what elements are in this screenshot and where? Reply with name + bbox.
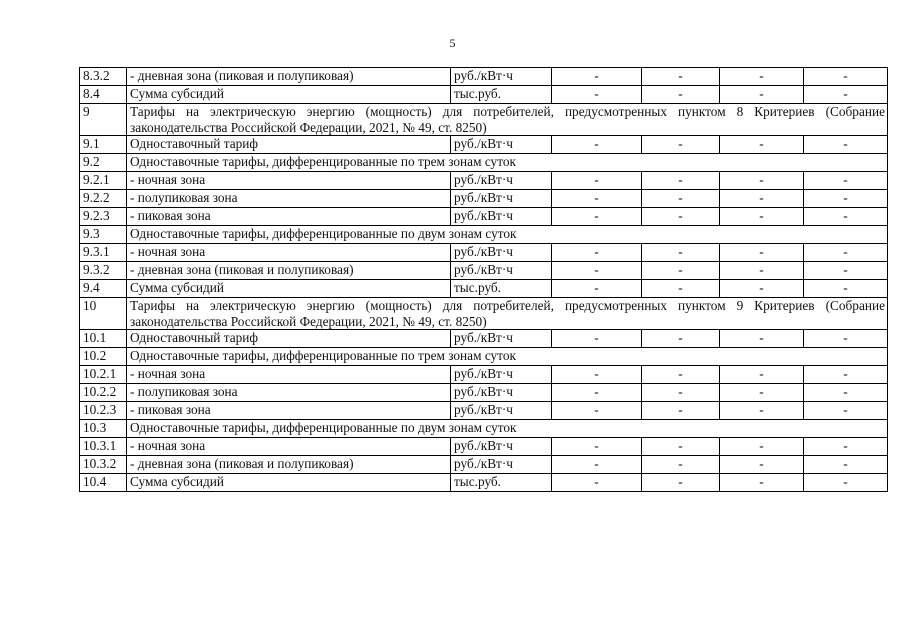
value-cell: - [804, 384, 888, 402]
row-unit: руб./кВт·ч [451, 68, 552, 86]
value-cell: - [720, 280, 804, 298]
table-row [80, 384, 888, 402]
row-label: - полупиковая зона [127, 384, 451, 402]
value-cell: - [804, 280, 888, 298]
value-cell: - [720, 190, 804, 208]
value-cell: - [720, 244, 804, 262]
value-cell: - [552, 280, 642, 298]
value-cell: - [804, 402, 888, 420]
row-number: 9.2.1 [80, 172, 127, 190]
row-number: 10.2.2 [80, 384, 127, 402]
value-cell: - [804, 208, 888, 226]
row-unit: руб./кВт·ч [451, 402, 552, 420]
value-cell: - [552, 474, 642, 492]
row-label: Одноставочный тариф [127, 136, 451, 154]
row-number: 9.3 [80, 226, 127, 244]
value-cell: - [804, 136, 888, 154]
row-unit: тыс.руб. [451, 474, 552, 492]
value-cell: - [552, 384, 642, 402]
row-unit: руб./кВт·ч [451, 384, 552, 402]
value-cell: - [720, 402, 804, 420]
value-cell: - [642, 68, 720, 86]
row-number: 9.3.2 [80, 262, 127, 280]
value-cell: - [642, 366, 720, 384]
table-row [80, 136, 888, 154]
row-unit: руб./кВт·ч [451, 438, 552, 456]
value-cell: - [552, 456, 642, 474]
value-cell: - [642, 402, 720, 420]
row-label: Сумма субсидий [127, 474, 451, 492]
value-cell: - [642, 384, 720, 402]
section-title: Одноставочные тарифы, дифференцированные по трем зонам суток [127, 154, 888, 172]
section-title: Одноставочные тарифы, дифференцированные по трем зонам суток [127, 348, 888, 366]
row-number: 10.3 [80, 420, 127, 438]
value-cell: - [642, 244, 720, 262]
value-cell: - [804, 438, 888, 456]
value-cell: - [720, 172, 804, 190]
value-cell: - [642, 262, 720, 280]
row-label: - пиковая зона [127, 208, 451, 226]
tariff-table-body [80, 68, 888, 492]
value-cell: - [720, 208, 804, 226]
value-cell: - [720, 68, 804, 86]
value-cell: - [804, 68, 888, 86]
value-cell: - [720, 262, 804, 280]
row-number: 9.2.2 [80, 190, 127, 208]
value-cell: - [642, 280, 720, 298]
value-cell: - [552, 366, 642, 384]
table-row [80, 208, 888, 226]
row-number: 9.2 [80, 154, 127, 172]
row-unit: руб./кВт·ч [451, 456, 552, 474]
row-number: 9.3.1 [80, 244, 127, 262]
row-number: 9.4 [80, 280, 127, 298]
value-cell: - [804, 244, 888, 262]
row-unit: руб./кВт·ч [451, 366, 552, 384]
value-cell: - [720, 474, 804, 492]
section-row [80, 226, 888, 244]
table-row [80, 262, 888, 280]
row-number: 9 [80, 104, 127, 136]
section-title: Тарифы на электрическую энергию (мощность) для потребителей, предусмотренных пунктом 9 Критериев (Собрание законодательства Российской Федерации, 2021, № 49, ст. 8250) [127, 298, 888, 330]
row-unit: руб./кВт·ч [451, 208, 552, 226]
table-row [80, 244, 888, 262]
page-number: 5 [449, 36, 456, 50]
table-row [80, 330, 888, 348]
row-label: - ночная зона [127, 172, 451, 190]
row-number: 10.2 [80, 348, 127, 366]
section-row [80, 298, 888, 330]
row-unit: руб./кВт·ч [451, 172, 552, 190]
row-unit: руб./кВт·ч [451, 262, 552, 280]
row-label: Сумма субсидий [127, 86, 451, 104]
value-cell: - [720, 136, 804, 154]
row-number: 8.3.2 [80, 68, 127, 86]
row-label: - ночная зона [127, 438, 451, 456]
value-cell: - [552, 136, 642, 154]
row-number: 8.4 [80, 86, 127, 104]
value-cell: - [804, 474, 888, 492]
value-cell: - [720, 86, 804, 104]
table-row [80, 68, 888, 86]
row-unit: тыс.руб. [451, 280, 552, 298]
row-unit: руб./кВт·ч [451, 244, 552, 262]
row-label: Одноставочный тариф [127, 330, 451, 348]
row-label: - пиковая зона [127, 402, 451, 420]
value-cell: - [720, 438, 804, 456]
value-cell: - [642, 190, 720, 208]
value-cell: - [552, 402, 642, 420]
value-cell: - [642, 330, 720, 348]
value-cell: - [552, 86, 642, 104]
value-cell: - [552, 172, 642, 190]
row-label: - дневная зона (пиковая и полупиковая) [127, 456, 451, 474]
value-cell: - [720, 384, 804, 402]
value-cell: - [642, 86, 720, 104]
row-number: 9.1 [80, 136, 127, 154]
value-cell: - [552, 68, 642, 86]
row-unit: руб./кВт·ч [451, 330, 552, 348]
value-cell: - [804, 330, 888, 348]
table-row [80, 456, 888, 474]
value-cell: - [642, 136, 720, 154]
value-cell: - [720, 330, 804, 348]
value-cell: - [552, 244, 642, 262]
value-cell: - [642, 438, 720, 456]
row-label: - полупиковая зона [127, 190, 451, 208]
table-row [80, 438, 888, 456]
value-cell: - [552, 438, 642, 456]
value-cell: - [552, 208, 642, 226]
table-row [80, 190, 888, 208]
row-number: 10.2.3 [80, 402, 127, 420]
section-row [80, 348, 888, 366]
value-cell: - [552, 330, 642, 348]
section-row [80, 420, 888, 438]
section-title: Одноставочные тарифы, дифференцированные по двум зонам суток [127, 226, 888, 244]
value-cell: - [552, 262, 642, 280]
row-number: 9.2.3 [80, 208, 127, 226]
row-label: - ночная зона [127, 366, 451, 384]
row-number: 10.4 [80, 474, 127, 492]
value-cell: - [804, 366, 888, 384]
table-row [80, 366, 888, 384]
value-cell: - [804, 86, 888, 104]
row-label: - дневная зона (пиковая и полупиковая) [127, 262, 451, 280]
value-cell: - [804, 456, 888, 474]
row-number: 10.2.1 [80, 366, 127, 384]
row-number: 10.3.1 [80, 438, 127, 456]
row-unit: тыс.руб. [451, 86, 552, 104]
row-number: 10.3.2 [80, 456, 127, 474]
value-cell: - [720, 456, 804, 474]
row-number: 10 [80, 298, 127, 330]
table-row [80, 474, 888, 492]
table-row [80, 172, 888, 190]
value-cell: - [642, 456, 720, 474]
value-cell: - [720, 366, 804, 384]
row-number: 10.1 [80, 330, 127, 348]
value-cell: - [552, 190, 642, 208]
row-unit: руб./кВт·ч [451, 136, 552, 154]
value-cell: - [804, 262, 888, 280]
value-cell: - [642, 208, 720, 226]
section-row [80, 154, 888, 172]
section-title: Тарифы на электрическую энергию (мощность) для потребителей, предусмотренных пунктом 8 Критериев (Собрание законодательства Российской Федерации, 2021, № 49, ст. 8250) [127, 104, 888, 136]
row-label: Сумма субсидий [127, 280, 451, 298]
table-row [80, 280, 888, 298]
value-cell: - [804, 172, 888, 190]
table-row [80, 86, 888, 104]
row-label: - ночная зона [127, 244, 451, 262]
row-label: - дневная зона (пиковая и полупиковая) [127, 68, 451, 86]
section-row [80, 104, 888, 136]
table-row [80, 402, 888, 420]
section-title: Одноставочные тарифы, дифференцированные по двум зонам суток [127, 420, 888, 438]
value-cell: - [804, 190, 888, 208]
value-cell: - [642, 474, 720, 492]
value-cell: - [642, 172, 720, 190]
row-unit: руб./кВт·ч [451, 190, 552, 208]
tariff-table [79, 67, 888, 492]
